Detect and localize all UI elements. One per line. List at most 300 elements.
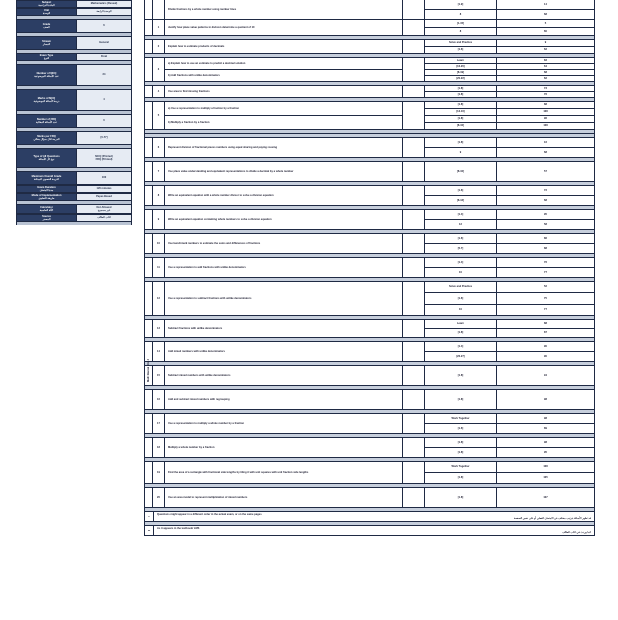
question-row	[145, 462, 594, 484]
question-row	[145, 86, 594, 98]
info-field	[16, 193, 132, 201]
page-number: 108	[497, 122, 594, 129]
outcome-text: Find the area of a rectangle with fractional side lengths by tiling it with unit squares with unit fraction side lengths	[168, 470, 309, 474]
learning-outcome	[165, 320, 403, 337]
info-value-line: غير مسموح	[97, 209, 111, 212]
example-exercise: [1-6]	[425, 423, 496, 433]
info-label-line: الدرجة القصوى الممكنة	[33, 178, 60, 181]
example-exercise-cell	[425, 40, 497, 53]
page-number: 89	[497, 423, 594, 433]
example-exercise: [1-8]	[425, 447, 496, 457]
example-exercise: [1-6]	[425, 46, 496, 53]
page-number: 62	[497, 46, 594, 53]
note-text	[154, 512, 594, 521]
note-line: قد تظهر الأسئلة بترتيب مختلف في الامتحان الفعلي أو على نفس الصفحة	[513, 516, 591, 520]
blank-cell	[403, 86, 425, 97]
example-exercise-cell	[425, 86, 497, 97]
info-label-line: Marks of MCQ	[37, 96, 56, 100]
page-number: 95	[544, 212, 547, 216]
example-exercise: 12	[425, 219, 496, 229]
info-field-value	[77, 54, 131, 60]
page-number-cell	[497, 414, 594, 433]
example-exercise-cell	[425, 282, 497, 315]
info-label-line: Mode of Implementation	[31, 193, 62, 197]
example-exercise-cell	[425, 488, 497, 507]
learning-outcome	[165, 282, 403, 315]
example-exercise: Work Together	[451, 416, 470, 420]
info-label-line: طريقة التطبيق	[38, 197, 55, 200]
info-field	[16, 171, 132, 185]
page-number: 60	[497, 27, 594, 35]
question-row	[145, 342, 594, 362]
blank-cell	[403, 366, 425, 385]
info-value-line: Paper-Based	[96, 195, 112, 199]
info-label-line: المصدر	[42, 218, 51, 221]
strand-cell	[145, 0, 153, 19]
blank-cell	[403, 282, 425, 315]
info-label-line: Number of MCQ	[36, 71, 57, 75]
info-value-line: [0-77]	[100, 136, 108, 140]
strand-cell	[145, 86, 153, 97]
example-exercise-cell	[425, 258, 497, 277]
blank-cell	[403, 320, 425, 337]
example-exercise: [1-8]	[425, 328, 496, 337]
example-exercise: 8	[425, 9, 496, 19]
info-label-line: نوع كل الأسئلة	[38, 158, 55, 161]
info-label-line: الدرجة لكل سؤال مقالي	[33, 138, 60, 141]
example-exercise: [1-8]	[425, 91, 496, 97]
page-number: 5	[544, 21, 547, 25]
page-number: 68	[497, 147, 594, 157]
page-number: 96	[497, 115, 594, 122]
question-row	[145, 282, 594, 316]
outcome-text: Add mixed numbers with unlike denominators	[168, 349, 225, 353]
info-value-line: كتاب الطالب	[97, 216, 111, 220]
blank-cell	[403, 58, 425, 81]
note-line: Questions might appear in a different order in the actual exam, or on the same pages	[157, 513, 262, 516]
example-exercise-cell	[425, 210, 497, 229]
info-field-label	[17, 54, 77, 60]
info-field-value	[77, 37, 131, 49]
question-number	[153, 0, 165, 19]
page-number: 14	[544, 2, 547, 6]
info-field	[16, 214, 132, 222]
question-row	[145, 210, 594, 230]
page-number-cell	[497, 320, 594, 337]
page-number-cell	[497, 234, 594, 253]
info-value-line: Final	[100, 55, 108, 59]
page-number: 98	[544, 416, 547, 420]
outcome-text: Write an equivalent equation containing whole numbers to solve a division equation	[168, 217, 272, 221]
info-label-line: Maximum Overall Grade	[31, 174, 62, 178]
example-exercise: 10	[425, 304, 496, 315]
outcome-text: Justify how place value patterns in division determine a quotient of 10	[168, 25, 255, 29]
strand-cell	[145, 20, 153, 35]
page-number: 108	[543, 465, 548, 469]
info-field-label	[17, 194, 77, 200]
question-number: 9	[153, 210, 165, 229]
info-field-label	[17, 65, 77, 85]
info-label-line: Source	[42, 214, 51, 218]
info-label-line: النوع	[43, 57, 50, 60]
info-label-line: Stream	[42, 39, 51, 43]
outcome-text: Multiply a whole number by a fraction	[168, 445, 215, 449]
page-number: 64	[497, 63, 594, 69]
info-field	[16, 204, 132, 214]
info-field	[16, 0, 132, 8]
outcome-text: Use a representation to add fractions with unlike denominators	[168, 265, 246, 269]
example-exercise: [1-8]	[425, 472, 496, 483]
outcome-text: Use area to find missing fractions	[168, 89, 210, 93]
question-number: 6	[153, 138, 165, 157]
info-label-line: مدة الامتحان	[39, 189, 54, 192]
example-exercise: [1-9]	[457, 2, 464, 6]
page-number-cell	[497, 210, 594, 229]
info-field-value	[77, 132, 131, 144]
info-field-label	[17, 132, 77, 144]
info-field-value	[77, 65, 131, 85]
page-number: 98	[544, 440, 547, 444]
example-exercise: [1-8]	[457, 140, 464, 144]
info-field-value	[77, 172, 131, 184]
page-number: 108	[497, 108, 594, 115]
learning-outcome	[165, 138, 403, 157]
learning-outcome	[165, 488, 403, 507]
info-field-label	[17, 205, 77, 213]
question-number: 19	[153, 462, 165, 483]
blank-cell	[403, 390, 425, 409]
info-field-label	[17, 215, 77, 221]
info-field-value	[77, 1, 131, 7]
example-exercise: Solve and Practice	[448, 41, 473, 45]
blank-cell	[403, 462, 425, 483]
info-field	[16, 19, 132, 33]
outcome-text: Subtract fractions with unlike denominators	[168, 326, 223, 330]
question-number: 5	[153, 102, 165, 129]
question-row	[145, 390, 594, 410]
learning-outcome	[165, 390, 403, 409]
page-number: 73	[544, 86, 547, 90]
blank-cell	[403, 102, 425, 129]
info-field-value	[77, 194, 131, 200]
info-field-value	[77, 186, 131, 192]
example-exercise: [1-8]	[457, 103, 464, 107]
learning-outcome	[165, 462, 403, 483]
question-number: 3	[153, 58, 165, 81]
learning-outcome	[165, 0, 403, 19]
info-value-line: General	[99, 41, 109, 45]
page-number-cell	[497, 86, 594, 97]
question-row	[145, 258, 594, 278]
blank-cell	[403, 414, 425, 433]
page-number-cell	[497, 0, 594, 19]
info-value-line: 100	[101, 176, 107, 180]
page-number: 95	[497, 447, 594, 457]
page-number: 62	[497, 75, 594, 81]
info-value-line: FRQ (Printed)	[95, 158, 113, 161]
page-number-cell	[497, 438, 594, 457]
page-number: 94	[544, 373, 547, 377]
outcome-text: a) Use a representation to multiply a fraction by a fraction	[168, 106, 240, 110]
info-value-line: MCQ (Printed)	[95, 154, 113, 158]
example-exercise-cell	[425, 162, 497, 181]
question-number: 15	[153, 366, 165, 385]
info-field	[16, 8, 132, 16]
info-field-label	[17, 115, 77, 127]
info-field	[16, 64, 132, 86]
question-row	[145, 20, 594, 36]
blank-cell	[403, 342, 425, 361]
example-exercise: 10	[425, 267, 496, 277]
blank-cell	[403, 40, 425, 53]
blank-cell	[403, 162, 425, 181]
example-exercise: [1-4]	[457, 260, 464, 264]
page-number: 88	[544, 322, 547, 326]
page-number: 87	[497, 328, 594, 337]
page-number-cell	[497, 488, 594, 507]
example-exercise-cell	[425, 438, 497, 457]
question-row	[145, 138, 594, 158]
example-exercise: 9	[425, 147, 496, 157]
learning-outcome	[165, 162, 403, 181]
learning-outcome	[165, 210, 403, 229]
note-line: كما وردت في كتاب الطالب	[562, 530, 591, 534]
example-exercise: [1-6]	[457, 236, 464, 240]
example-exercise: 8	[425, 27, 496, 35]
question-row	[145, 102, 594, 130]
blank-cell	[403, 138, 425, 157]
info-label-line: الصف	[43, 26, 50, 29]
outcome-text: Add and subtract mixed numbers with regrouping	[168, 397, 230, 401]
page-number-cell	[497, 282, 594, 315]
blank-cell	[403, 210, 425, 229]
question-row	[145, 234, 594, 254]
strand-label: Math Reveal Unit 4	[147, 358, 151, 382]
page-number: 105	[497, 472, 594, 483]
page-number-cell	[497, 20, 594, 35]
page-number: 77	[497, 304, 594, 315]
outcome-text: Explain how to estimate products of decimals	[168, 44, 225, 48]
info-field	[16, 89, 132, 111]
learning-outcome	[165, 102, 403, 129]
page-number: 68	[497, 69, 594, 75]
page-number: 75	[497, 292, 594, 303]
outcome-text: Use an area model to represent multiplication of mixed numbers	[168, 495, 248, 499]
example-exercise: [8-10]	[425, 122, 496, 129]
question-row	[145, 366, 594, 386]
info-label-line: Exam Duration	[37, 185, 56, 189]
page-number-cell	[497, 138, 594, 157]
outcome-text: Represent division of fractional pieces numbers using equal sharing and paying rousing	[168, 145, 278, 149]
page-number-cell	[497, 342, 594, 361]
page-number-cell	[497, 258, 594, 277]
outcome-text: Use benchmark numbers to estimate the sums and differences of fractions	[168, 241, 261, 245]
learning-outcome	[165, 366, 403, 385]
page-number: 107	[543, 495, 548, 499]
example-exercise: [1-4]	[457, 212, 464, 216]
question-row	[145, 162, 594, 182]
note-row	[145, 512, 594, 522]
outcome-text: Write an equivalent equation with a whole number divisor to solve a division equation	[168, 193, 274, 197]
blank-cell	[403, 234, 425, 253]
page-number-cell	[497, 186, 594, 205]
info-label-line: المسار	[42, 43, 51, 46]
example-exercise: [26-27]	[425, 351, 496, 361]
example-exercise: Learn	[456, 58, 465, 62]
example-exercise-cell	[425, 58, 497, 81]
learning-outcome	[165, 186, 403, 205]
outcome-text: Use a representation to multiply a whole number by a fraction	[168, 421, 245, 425]
example-exercise: [1-6]	[425, 292, 496, 303]
question-row	[145, 40, 594, 54]
question-row	[145, 438, 594, 458]
question-number: 7	[153, 162, 165, 181]
example-exercise: [1-8]	[457, 440, 464, 444]
page-number: 83	[544, 58, 547, 62]
page-number-cell	[497, 58, 594, 81]
blank-cell	[403, 20, 425, 35]
outcome-text: Use place value understanding and equivalent representations to divide a decimal by a whole number	[168, 169, 294, 173]
info-value-line: Not Allowed	[96, 205, 112, 209]
exam-info-panel	[16, 0, 132, 225]
example-exercise-cell	[425, 20, 497, 35]
learning-outcome	[165, 20, 403, 35]
info-label-line: درجة الأسئلة الموضوعية	[33, 100, 60, 103]
outcome-text: b) Multiply a fraction by a fraction	[165, 115, 402, 129]
learning-outcome	[165, 414, 403, 433]
info-field-value	[77, 90, 131, 110]
example-exercise-cell	[425, 390, 497, 409]
page-number: 98	[544, 397, 547, 401]
info-field-label	[17, 186, 77, 192]
note-marker: **	[145, 526, 154, 535]
example-exercise: [8-12]	[425, 195, 496, 205]
page-number-cell	[497, 40, 594, 53]
info-value-line: 120 minutes	[96, 187, 112, 191]
question-number: 2	[153, 40, 165, 53]
example-exercise-cell	[425, 342, 497, 361]
blank-cell	[403, 0, 425, 19]
example-exercise-cell	[425, 138, 497, 157]
info-field	[16, 53, 132, 61]
info-label-line: Number of FRQ	[36, 117, 57, 121]
page-number: 76	[497, 91, 594, 97]
page-number: 58	[497, 219, 594, 229]
outcome-text: Divide fractions by a whole number using number lines	[168, 7, 237, 11]
info-label-line: Unit	[43, 8, 50, 12]
page-number: 90	[497, 351, 594, 361]
example-exercise: Learn	[456, 322, 465, 326]
question-row	[145, 320, 594, 338]
question-row	[145, 58, 594, 82]
example-exercise: [1-8]	[457, 495, 464, 499]
page-number: 72	[544, 188, 547, 192]
note-row	[145, 526, 594, 536]
question-number: 17	[153, 414, 165, 433]
info-field-value	[77, 149, 131, 167]
info-field-value	[77, 205, 131, 213]
question-number: 11	[153, 258, 165, 277]
info-label-line: الوحدة	[42, 12, 51, 15]
outcome-text: Use a representation to subtract fractions with unlike denominators	[168, 296, 252, 300]
page-number-cell	[497, 162, 594, 181]
question-number: 12	[153, 282, 165, 315]
example-exercise: [8-10]	[457, 169, 464, 173]
example-exercise: [16-20]	[425, 63, 496, 69]
example-exercise: [5-7]	[425, 243, 496, 253]
example-exercise: [1-4]	[457, 344, 464, 348]
example-exercise: Work Together	[451, 465, 470, 469]
question-row	[145, 0, 594, 20]
note-line: As it appears in the textbook/ LMS	[157, 527, 200, 531]
page-number: 88	[544, 103, 547, 107]
example-exercise: [1-8]	[425, 115, 496, 122]
info-field-value	[77, 20, 131, 32]
page-number: 9	[544, 41, 547, 45]
learning-outcome	[165, 58, 403, 81]
page-number: 76	[544, 260, 547, 264]
info-field	[16, 131, 132, 145]
question-number: 13	[153, 320, 165, 337]
example-exercise: [1-15]	[457, 21, 464, 25]
notes-section	[145, 508, 594, 536]
blank-cell	[403, 258, 425, 277]
info-label-line: Type of All Questions	[33, 154, 60, 158]
question-number: 16	[153, 390, 165, 409]
learning-outcome	[165, 438, 403, 457]
question-number: 14	[153, 342, 165, 361]
info-label-line: عدد الأسئلة المقالية	[36, 121, 57, 124]
page-number-cell	[497, 102, 594, 129]
question-row	[145, 414, 594, 434]
coverage-table	[144, 0, 595, 536]
info-field	[16, 36, 132, 50]
info-field	[16, 148, 132, 168]
question-number: 4	[153, 86, 165, 97]
question-number: 20	[153, 488, 165, 507]
example-exercise: [1-8]	[457, 397, 464, 401]
panel-gap	[16, 222, 132, 225]
note-marker: *	[145, 512, 154, 521]
outcome-text: Subtract mixed numbers with unlike denominators	[168, 373, 231, 377]
example-exercise: [1-6]	[457, 188, 464, 192]
strand-cell	[145, 40, 153, 53]
page-number: 90	[544, 344, 547, 348]
example-exercise-cell	[425, 102, 497, 129]
page-number-cell	[497, 390, 594, 409]
info-label-line: Exam Type	[39, 53, 54, 57]
question-number: 1	[153, 20, 165, 35]
question-number: 8	[153, 186, 165, 205]
example-exercise: [1-8]	[457, 86, 464, 90]
question-row	[145, 186, 594, 206]
page-number: 86	[544, 236, 547, 240]
blank-cell	[403, 186, 425, 205]
info-value-line: 4	[103, 98, 105, 102]
example-exercise-cell	[425, 366, 497, 385]
page-number: 68	[497, 9, 594, 19]
info-field	[16, 185, 132, 193]
page-number-cell	[497, 366, 594, 385]
page-number-cell	[497, 462, 594, 483]
info-label-line: Grade	[42, 22, 51, 26]
example-exercise-cell	[425, 414, 497, 433]
example-exercise: [1-8]	[457, 373, 464, 377]
info-label-line: Calculator	[40, 205, 53, 209]
learning-outcome	[165, 234, 403, 253]
info-field-value	[77, 9, 131, 15]
info-field-label	[17, 37, 77, 49]
